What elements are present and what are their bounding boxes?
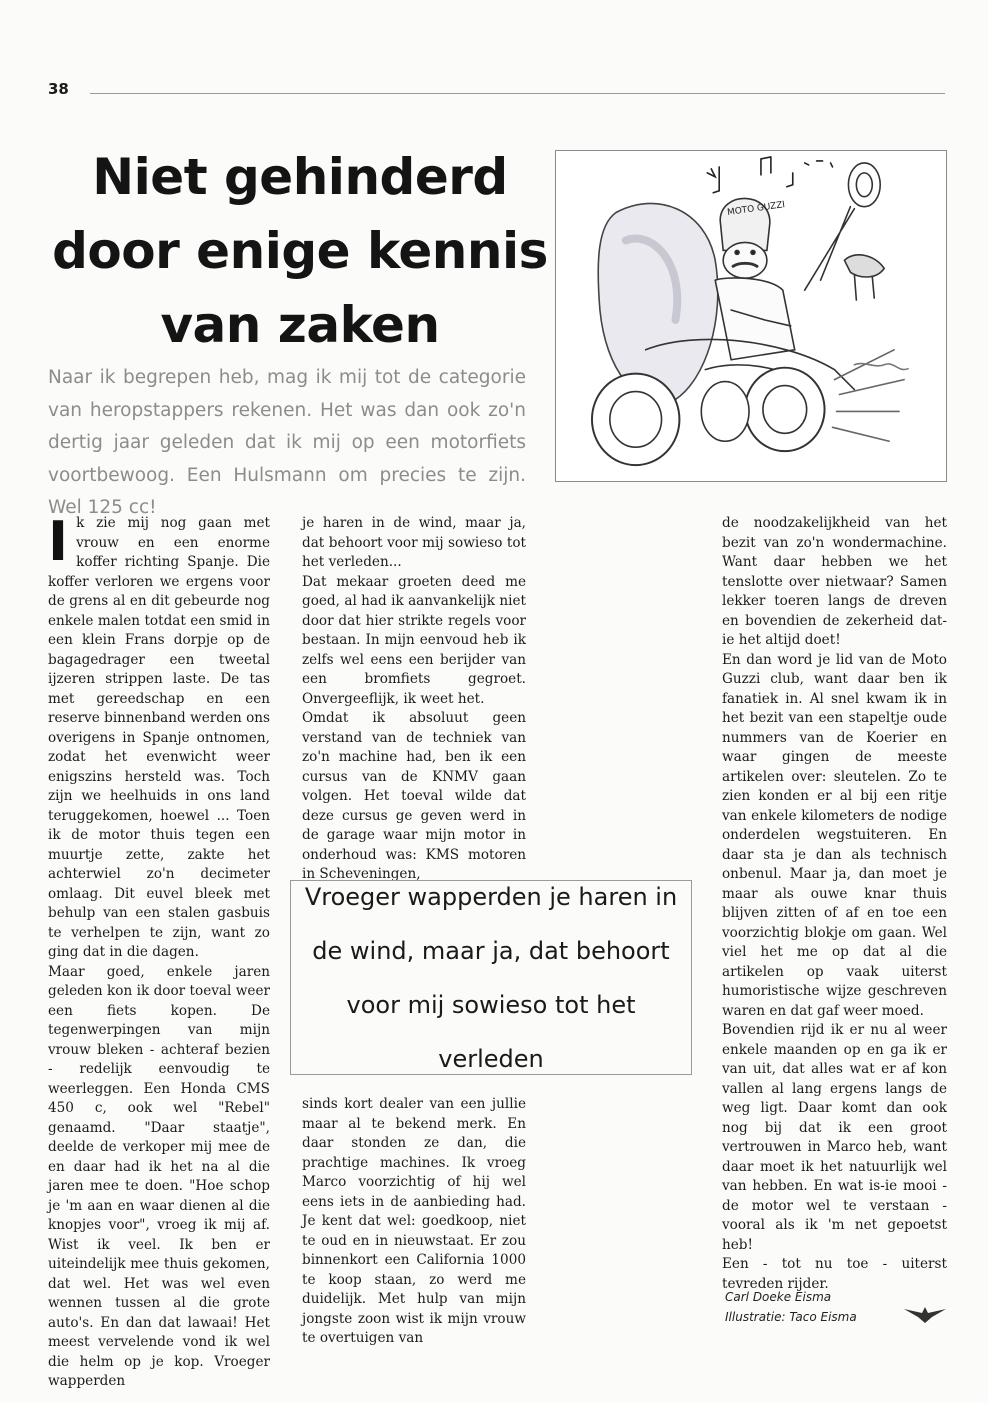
article-column-3 xyxy=(722,514,947,1294)
article-column-1 xyxy=(48,510,270,1392)
article-title xyxy=(40,140,560,362)
body-paragraph: Een - tot nu toe - uiterst tevreden rijder. xyxy=(722,1256,947,1292)
page-number: 38 xyxy=(48,80,69,98)
body-paragraph: de noodzakelijkheid van het bezit van zo'n wondermachine. Want daar hebben we het tenslotte over nietwaar? Samen lekker toeren langs de dreven en bovendien de zekerheid dat-ie het altijd doet! xyxy=(722,515,947,648)
article-column-2-top xyxy=(302,514,526,885)
windshield xyxy=(598,203,718,401)
body-paragraph: Bovendien rijd ik er nu al weer enkele maanden op en ga ik er van uit, dat alles wat er af kon vallen al lang ergens langs de weg ligt. Daar komt dan ook nog bij dat ik een groot vertrouwen in Marco heb, want daar moet ik het natuurlijk wel van hebben. En wat is-ie mooi - de motor wel te verstaan - vooral als ik 'm net gepoetst heb! xyxy=(722,1022,947,1253)
illustrator-credit: Illustratie: Taco Eisma xyxy=(725,1310,857,1324)
article-column-2-bottom xyxy=(302,1095,526,1349)
body-paragraph: je haren in de wind, maar ja, dat behoort voor mij sowieso tot het verleden... xyxy=(302,515,526,570)
intro-paragraph: Naar ik begrepen heb, mag ik mij tot de categorie van heropstappers rekenen. Het was dan ook zo'n dertig jaar geleden dat ik mij op een motorfiets voortbewoog. Een Hulsmann om precies te zijn. Wel 125 cc! xyxy=(48,367,526,518)
record-icon xyxy=(848,163,880,207)
title-line: van zaken xyxy=(160,296,440,354)
front-wheel xyxy=(592,374,679,465)
author-credit: Carl Doeke Eisma xyxy=(725,1290,832,1304)
body-paragraph: k zie mij nog gaan met vrouw en een enorme koffer richting Spanje. Die koffer verloren we ergens voor de grens al en dit gebeurde nog enkele malen totdat een smid in een klein Frans dorpje op de bagagedrager een tweetal ijzeren strippen laste. De tas met gereedschap en een reserve binnenband werden ons overigens in Spanje ontnomen, zodat het evenwicht weer enigszins hersteld was. Toch zijn we heelhuids in ons land teruggekomen, hoewel ... Toen ik de motor thuis tegen een muurtje zette, zakte het achterwiel zo'n decimeter omlaag. Dit euvel bleek met behulp van een stalen gasbuis te verhelpen te zijn, want zo ging dat in die dagen. xyxy=(48,515,270,960)
body-paragraph: sinds kort dealer van een jullie maar al te bekend merk. En daar stonden ze dan, die prachtige machines. Ik vroeg Marco voorzichtig of hij wel eens iets in de aanbieding had. Je kent dat wel: goedkoop, niet te oud en in nieuwstaat. Er zou binnenkort een California 1000 te koop staan, zo werd me duidelijk. Met hulp van mijn jongste zoon wist ik mijn vrouw te overtuigen van xyxy=(302,1096,526,1346)
header-rule xyxy=(90,93,945,94)
rear-wheel xyxy=(745,368,825,451)
pull-quote: Vroeger wapperden je haren in de wind, maar ja, dat behoort voor mij sowieso tot het verleden xyxy=(304,882,678,1073)
title-line: door enige kennis xyxy=(52,222,548,280)
title-line: Niet gehinderd xyxy=(92,148,508,206)
pull-quote-box xyxy=(290,880,692,1075)
motorcycle-illustration xyxy=(555,150,947,482)
body-paragraph: Maar goed, enkele jaren geleden kon ik door toeval weer een fiets kopen. De tegenwerpingen van mijn vrouw bleken - achteraf bezien - redelijk eenvoudig te weerleggen. Een Honda CMS 450 c, ook wel "Rebel" genaamd. "Daar staatje", deelde de verkoper mij mee de en daar had ik het na al die jaren mee te doen. "Hoe schop je 'm aan en waar dienen al die knopjes voor", vroeg ik mij af. Wist ik veel. Ik ben er uiteindelijk mee thuis gekomen, dat wel. Het was wel even wennen tussen al die grote auto's. En dan dat lawaai! Het meest vervelende vond ik wel die helm op je kop. Vroeger wapperden xyxy=(48,963,270,1389)
helmet-label: MOTO GUZZI xyxy=(726,200,786,219)
drop-cap: I xyxy=(48,510,69,573)
credits xyxy=(725,1287,857,1327)
body-paragraph: Dat mekaar groeten deed me goed, al had ik aanvankelijk niet door dat hier strikte regels voor bestaan. In mijn eenvoud heb ik zelfs wel eens een berijder van een bromfiets gegroet. Onvergeeflijk, ik weet het. xyxy=(302,573,526,707)
music-notes-icon xyxy=(707,157,832,193)
body-paragraph: Omdat ik absoluut geen verstand van de techniek van zo'n machine had, ben ik een cursus van de KNMV gaan volgen. Het toeval wilde dat deze cursus ge geven werd in de garage waar mijn motor in onderhoud was: KMS motoren in Scheveningen, xyxy=(302,710,526,882)
body-paragraph: En dan word je lid van de Moto Guzzi club, want daar ben ik fanatiek in. Al snel kwam ik in het bezit van een stapeltje oude nummers van de Koerier en waar gingen de meeste artikelen over: sleutelen. Zo te zien konden er al bij een ritje van enkele kilometers de nodige onderdelen wegstuiteren. En daar sta je dan als technisch onbenul. Maar ja, dan moet je maar als ouwe knar thuis blijven zitten of af en toe een voorzichtig blokje om gaan. Wel viel het me op dat al die artikelen op vaak uiterst humoristische wijze geschreven waren en dat gaf weer moed. xyxy=(722,651,947,1019)
club-eagle-logo-icon xyxy=(902,1303,948,1325)
